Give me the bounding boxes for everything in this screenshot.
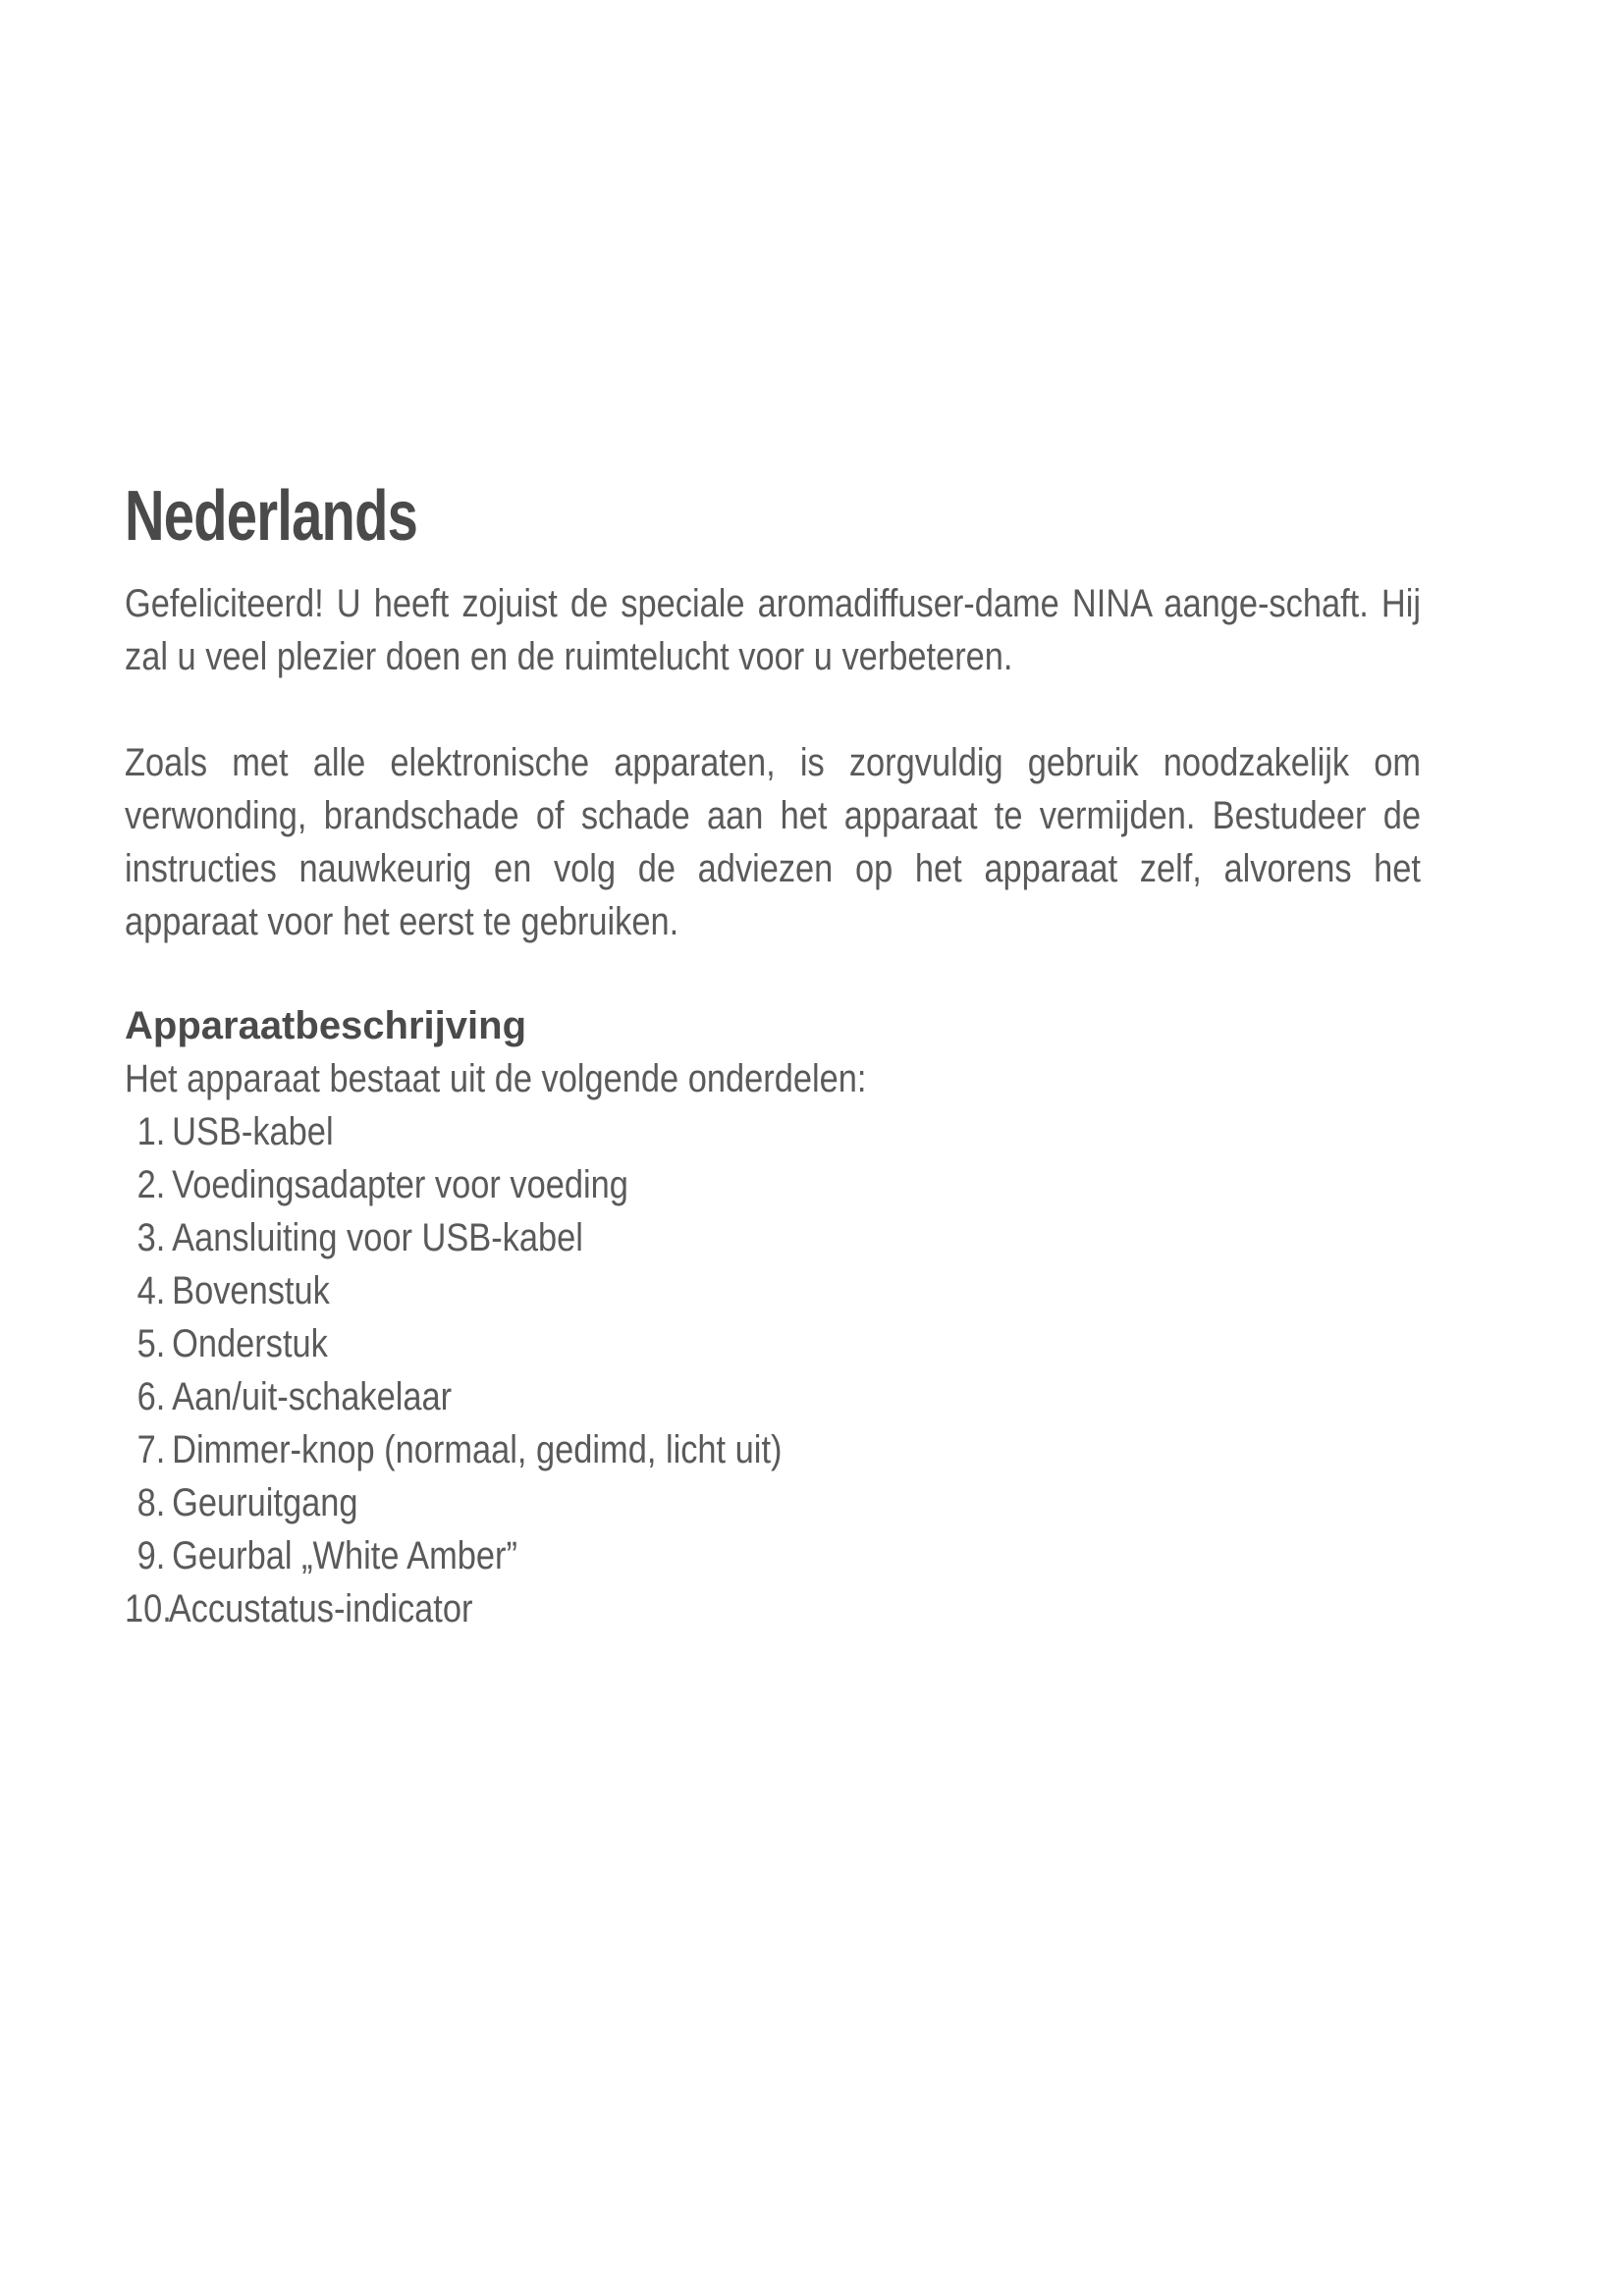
- list-item-label: Aan/uit-schakelaar: [172, 1375, 453, 1418]
- list-item: [125, 1582, 1239, 1635]
- section-title-device: Apparaatbeschrijving: [125, 1004, 527, 1047]
- list-item-number: 6.: [136, 1375, 166, 1418]
- list-item-number: 5.: [136, 1322, 166, 1365]
- list-item: [125, 1211, 1239, 1264]
- document-page: [125, 469, 1421, 1635]
- list-item: [125, 1264, 1239, 1317]
- list-item-number: 1.: [136, 1110, 166, 1153]
- list-item-label: Onderstuk: [172, 1322, 328, 1365]
- list-item: [125, 1476, 1239, 1529]
- list-item-number: 7.: [136, 1428, 166, 1471]
- list-item-number: 8.: [136, 1481, 166, 1524]
- list-item-label: USB-kabel: [172, 1110, 334, 1153]
- list-item: [125, 1370, 1239, 1423]
- list-item-number: 2.: [136, 1163, 166, 1206]
- list-item: [125, 1158, 1239, 1211]
- list-item-label: Dimmer-knop (normaal, gedimd, licht uit): [172, 1428, 783, 1471]
- page-title: Nederlands: [125, 477, 418, 556]
- list-item: [125, 1105, 1239, 1158]
- list-item-label: Geurbal „White Amber”: [172, 1534, 517, 1577]
- list-item-number: 10.: [125, 1587, 172, 1630]
- list-item-label: Accustatus-indicator: [168, 1587, 473, 1630]
- intro-paragraph-1: Gefeliciteerd! U heeft zojuist de speciale aromadiffuser-dame NINA aange-schaft. Hij zal u veel plezier doen en de ruimtelucht voor u verbeteren.: [125, 582, 1421, 678]
- section-intro: Het apparaat bestaat uit de volgende onderdelen:: [125, 1057, 867, 1100]
- list-item-label: Voedingsadapter voor voeding: [172, 1163, 628, 1206]
- list-item: [125, 1529, 1239, 1582]
- list-item-label: Bovenstuk: [172, 1269, 330, 1312]
- list-item-number: 3.: [136, 1216, 166, 1259]
- list-item: [125, 1317, 1239, 1370]
- list-item-label: Geuruitgang: [172, 1481, 358, 1524]
- intro-paragraph-2: Zoals met alle elektronische apparaten, is zorgvuldig gebruik noodzakelijk om verwonding, brandschade of schade aan het apparaat te vermijden. Bestudeer de instructies nauwkeurig en volg de adviezen op het apparaat zelf, alvorens het apparaat voor het eerst te gebruiken.: [125, 741, 1421, 943]
- parts-list: [125, 1105, 1421, 1635]
- list-item-label: Aansluiting voor USB-kabel: [172, 1216, 583, 1259]
- list-item-number: 9.: [136, 1534, 166, 1577]
- list-item: [125, 1423, 1239, 1476]
- list-item-number: 4.: [136, 1269, 166, 1312]
